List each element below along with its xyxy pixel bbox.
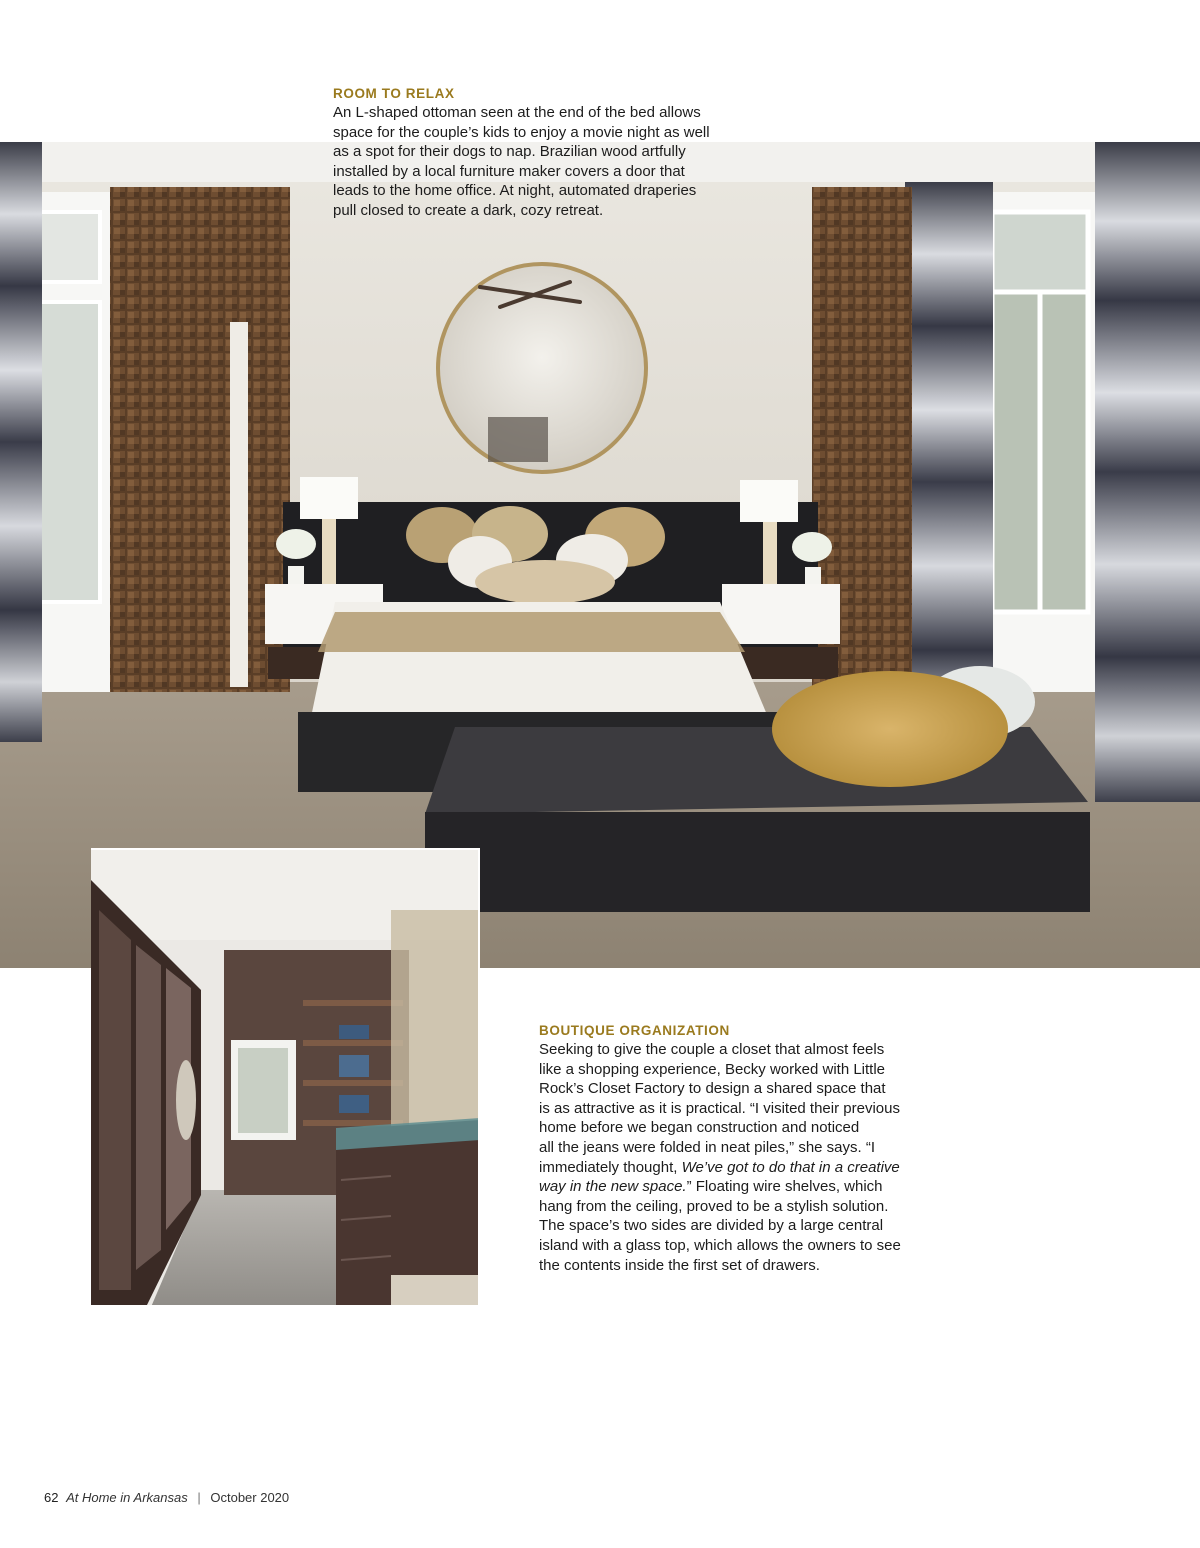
caption-line: all the jeans were folded in neat piles,” she says. “I xyxy=(539,1138,876,1156)
caption-line: An L-shaped ottoman seen at the end of the bed allows xyxy=(333,104,701,121)
caption-boutique-organization xyxy=(539,1023,919,1275)
caption-line: Rock’s Closet Factory to design a shared space that xyxy=(539,1080,886,1098)
caption-line: The space’s two sides are divided by a large central xyxy=(539,1217,884,1235)
caption-line xyxy=(539,1177,919,1197)
closet-photo xyxy=(91,848,480,1305)
caption-line: hang from the ceiling, proved to be a stylish solution. xyxy=(539,1197,889,1215)
caption-text: immediately thought, xyxy=(539,1158,682,1176)
caption-line: the contents inside the first set of drawers. xyxy=(539,1256,820,1274)
caption-line: installed by a local furniture maker covers a door that xyxy=(333,162,685,180)
caption-line: as a spot for their dogs to nap. Brazilian wood artfully xyxy=(333,143,686,161)
caption-body xyxy=(539,1040,919,1275)
caption-line: like a shopping experience, Becky worked with Little xyxy=(539,1060,886,1078)
caption-line: pull closed to create a dark, cozy retreat. xyxy=(333,201,604,219)
caption-line: home before we began construction and noticed xyxy=(539,1119,860,1137)
caption-line: Seeking to give the couple a closet that almost feels xyxy=(539,1041,885,1058)
bedroom-photo xyxy=(0,142,1200,968)
page-number: 62 xyxy=(44,1490,59,1505)
caption-line: island with a glass top, which allows the owners to see xyxy=(539,1236,901,1254)
footer-separator: | xyxy=(197,1490,201,1505)
caption-quote-italic: way in the new space. xyxy=(539,1178,687,1196)
caption-line: space for the couple’s kids to enjoy a movie night as well xyxy=(333,123,710,141)
caption-body xyxy=(333,103,733,221)
caption-line xyxy=(539,1158,919,1178)
caption-text: ” Floating wire shelves, which xyxy=(686,1178,883,1196)
publication-name: At Home in Arkansas xyxy=(66,1490,188,1505)
caption-room-to-relax xyxy=(333,86,733,221)
caption-heading: BOUTIQUE ORGANIZATION xyxy=(539,1023,730,1038)
caption-quote-italic: We’ve got to do that in a creative xyxy=(681,1158,900,1176)
issue-date: October 2020 xyxy=(210,1490,290,1505)
caption-line: is as attractive as it is practical. “I visited their previous xyxy=(539,1099,900,1117)
caption-line: leads to the home office. At night, automated draperies xyxy=(333,182,697,200)
caption-heading: ROOM TO RELAX xyxy=(333,86,455,101)
page-footer xyxy=(44,1490,289,1505)
